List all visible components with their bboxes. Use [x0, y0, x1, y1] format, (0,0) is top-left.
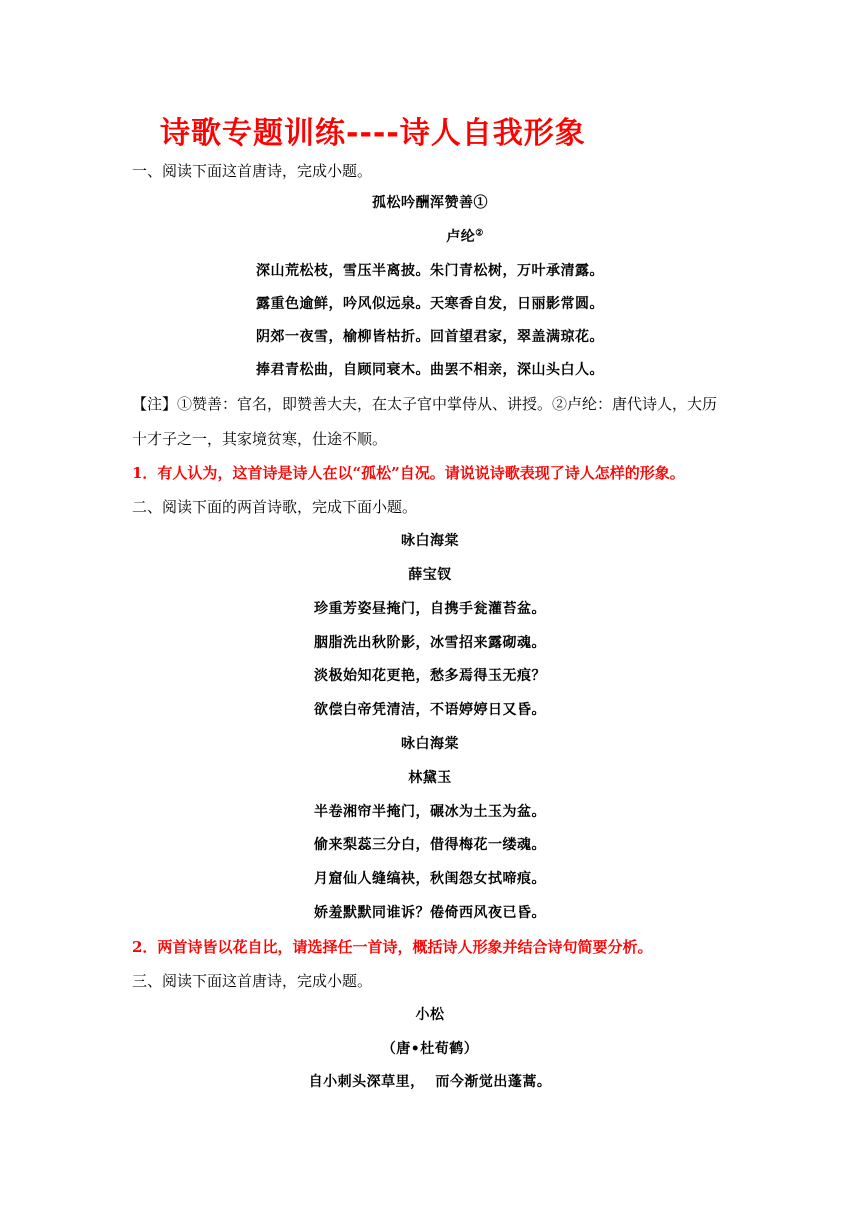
note-line-2: 十才子之一，其家境贫寒，仕途不顺。: [132, 430, 388, 448]
poem-line: 珍重芳姿昼掩门，自携手瓮灌苔盆。: [314, 601, 546, 617]
poem-line: 深山荒松枝，雪压半离披。朱门青松树，万叶承清露。: [256, 263, 604, 279]
poem-line: 淡极始知花更艳，愁多焉得玉无痕？: [314, 668, 546, 684]
section-1-poem-title: 孤松吟酬浑赞善①: [372, 195, 488, 211]
poem-2-author: 林黛玉: [408, 770, 452, 786]
poem-line: 自小刺头深草里， 而今渐觉出蓬蒿。: [308, 1074, 552, 1090]
question-2: 2．两首诗皆以花自比，请选择任一首诗，概括诗人形象并结合诗句简要分析。: [132, 938, 653, 956]
note-line-1: 【注】①赞善：官名，即赞善大夫，在太子官中掌侍从、讲授。②卢纶：唐代诗人，大历: [132, 395, 718, 413]
poem-2-title: 咏白海棠: [401, 736, 459, 752]
poem-line: 捧君青松曲，自顾同衰木。曲罢不相亲，深山头白人。: [256, 362, 604, 378]
author-name: 卢纶: [446, 229, 476, 245]
page-title: 诗歌专题训练----诗人自我形象: [160, 116, 586, 151]
poem-title: 小松: [415, 1007, 445, 1023]
poem-1-author: 薛宝钗: [408, 567, 452, 583]
section-1-heading: 一、阅读下面这首唐诗，完成小题。: [132, 162, 373, 180]
poem-author: （唐•杜荀鹤）: [381, 1041, 479, 1057]
poem-line: 露重色逾鲜，吟风似远泉。天寒香自发，日丽影常圆。: [256, 296, 604, 312]
poem-line: 娇羞默默同谁诉？倦倚西风夜已昏。: [314, 905, 546, 921]
poem-line: 半卷湘帘半掩门，碾冰为土玉为盆。: [314, 804, 546, 820]
section-3-heading: 三、阅读下面这首唐诗，完成小题。: [132, 972, 373, 990]
poem-1-title: 咏白海棠: [401, 533, 459, 549]
author-note-mark: ②: [475, 228, 484, 239]
poem-line: 欲偿白帝凭清洁，不语婷婷日又昏。: [314, 702, 546, 718]
poem-line: 偷来梨蕊三分白，借得梅花一缕魂。: [314, 837, 546, 853]
section-1-author: [0, 226, 860, 246]
poem-line: 阴郊一夜雪，榆柳皆枯折。回首望君家，翠盖满琼花。: [256, 329, 604, 345]
section-2-heading: 二、阅读下面的两首诗歌，完成下面小题。: [132, 498, 418, 516]
poem-line: 胭脂洗出秋阶影，冰雪招来露砌魂。: [314, 635, 546, 651]
question-1: 1．有人认为，这首诗是诗人在以“孤松”自况。请说说诗歌表现了诗人怎样的形象。: [132, 464, 685, 482]
poem-line: 月窟仙人缝缟袂，秋闺怨女拭啼痕。: [314, 871, 546, 887]
